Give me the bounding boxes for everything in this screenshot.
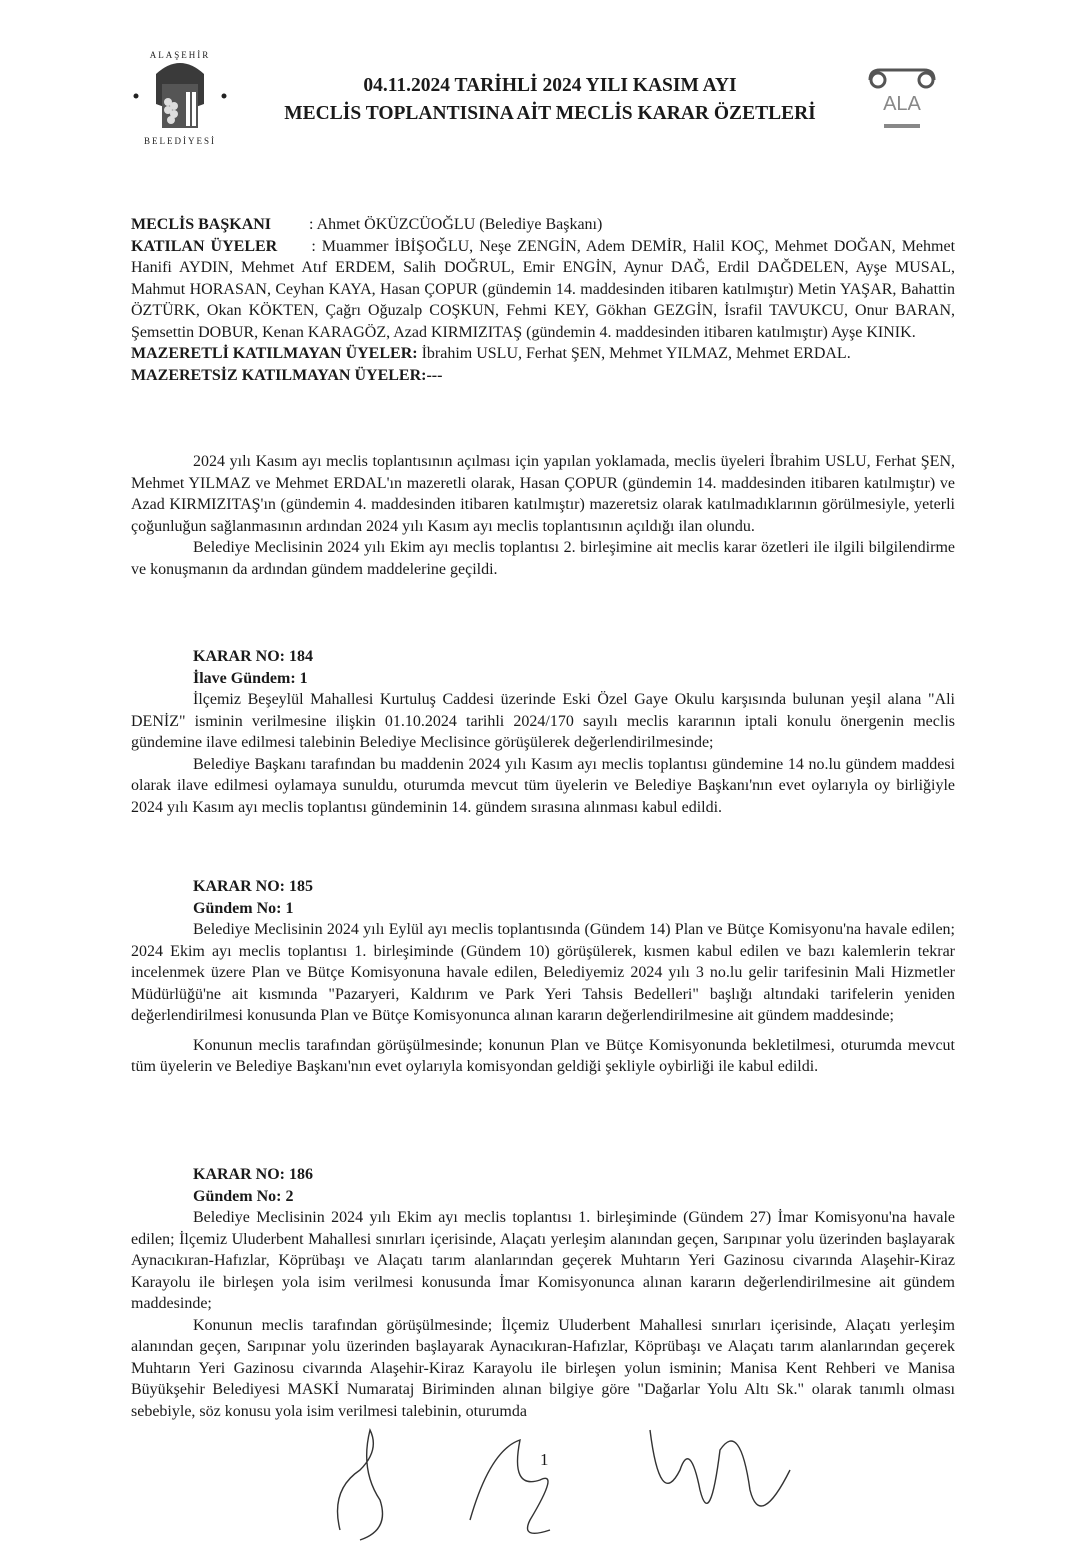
municipality-seal-logo	[128, 44, 232, 148]
decision-184	[131, 646, 955, 818]
page-number: 1	[540, 1450, 549, 1469]
members-line	[131, 236, 955, 344]
svg-text:ALAŞEHİR: ALAŞEHİR	[149, 50, 211, 60]
president-value: : Ahmet ÖKÜZCÜOĞLU (Belediye Başkanı)	[309, 216, 603, 233]
intro-section	[131, 451, 955, 580]
intro-paragraph-2: Belediye Meclisinin 2024 yılı Ekim ayı meclis toplantısı 2. birleşimine ait meclis karar özetleri ile ilgili bilgilendirme ve konuşmanın da ardından gündem maddelerine geçildi.	[131, 539, 955, 578]
attendance-section	[131, 214, 955, 386]
title-line-2: MECLİS TOPLANTISINA AİT MECLİS KARAR ÖZETLERİ	[284, 103, 816, 124]
president-line	[131, 214, 955, 236]
decision-number: KARAR NO: 184	[193, 648, 313, 665]
members-label: KATILAN ÜYELER	[131, 237, 278, 255]
agenda-number: Gündem No: 1	[193, 899, 294, 917]
decision-186	[131, 1164, 955, 1422]
agenda-number: Gündem No: 2	[193, 1187, 294, 1205]
title-line-1: 04.11.2024 TARİHLİ 2024 YILI KASIM AYI	[363, 75, 737, 96]
excused-value: İbrahim USLU, Ferhat ŞEN, Mehmet YILMAZ, Mehmet ERDAL.	[421, 345, 851, 362]
svg-text:BELEDİYESİ: BELEDİYESİ	[144, 136, 216, 146]
intro-paragraph-1: 2024 yılı Kasım ayı meclis toplantısının açılması için yapılan yoklamada, meclis üyeleri İbrahim USLU, Ferhat ŞEN, Mehmet YILMAZ ve Mehmet ERDAL'ın mazeretli olarak, Hasan ÇOPUR (gündemin 14. maddesinden itibaren katılmıştır) ve Azad KIRMIZITAŞ'ın (gündemin 4. maddesinden itibaren katılmıştır) mazeretsiz olarak katılmadıklarının görülmesiyle, yeterli çoğunluğun sağlanmasının ardından 2024 yılı Kasım ayı meclis toplantısının açıldığı ilan olundu.	[131, 453, 955, 535]
decision-paragraph: Belediye Meclisinin 2024 yılı Ekim ayı meclis toplantısı 1. birleşiminde (Gündem 27) İmar Komisyonu'na havale edilen; İlçemiz Uluderbent Mahallesi sınırları içerisinde, Alaçatı yerleşim alanından geçen, Sarıpınar yolu üzerinden başlayarak Aynacıkıran-Hafızlar, Köprübaşı ve Alaçatı tarım alanlarından geçerek Muhtarın Yeri Gazinosu civarında Alaşehir-Kiraz Karayolu ile birleşen yola isim verilmesi konusunda İmar Komisyonunca alınan kararın değerlendirilmesine ait gündem maddesinde;	[131, 1209, 955, 1312]
members-value: : Muammer İBİŞOĞLU, Neşe ZENGİN, Adem DEMİR, Halil KOÇ, Mehmet DOĞAN, Mehmet Hanifi AYDIN, Mehmet Atıf ERDEM, Salih DOĞRUL, Emir ENGİN, Aynur DAĞ, Erdil DAĞDELEN, Ayşe MUSAL, Mahmut HORASAN, Ceyhan KAYA, Hasan ÇOPUR (gündemin 14. maddesinden itibaren katılmıştır) Metin YAŞAR, Bahattin ÖZTÜRK, Okan KÖKTEN, Çağrı Oğuzalp COŞKUN, Fehmi KEY, Gökhan GEZGİN, İsrafil TAVUKCU, Onur BARAN, Şemsettin DOBUR, Kenan KARAGÖZ, Azad KIRMIZITAŞ (gündemin 4. maddesinden itibaren katılmıştır) Ayşe KINIK.	[131, 237, 956, 341]
decision-number: KARAR NO: 185	[193, 878, 313, 895]
agenda-number: İlave Gündem: 1	[193, 669, 308, 687]
ala-logo	[866, 66, 938, 132]
decision-paragraph: Konunun meclis tarafından görüşülmesinde; İlçemiz Uluderbent Mahallesi sınırları içerisinde, Alaçatı yerleşim alanından geçen, Sarıpınar yolu üzerinden başlayarak Aynacıkıran-Hafızlar, Köprübaşı ve Alaçatı tarım alanlarından geçerek Muhtarın Yeri Gazinosu civarında Alaşehir-Kiraz Karayolu ile birleşen yolun isminin; Manisa Kent Rehberi ve Manisa Büyükşehir Belediyesi MASKİ Numarataj Biriminden alınan bilgiye göre "Dağarlar Yolu Altı Sk." olarak tanımlı olması sebebiyle, söz konusu yola isim verilmesi talebinin, oturumda	[131, 1316, 955, 1420]
decision-paragraph: Belediye Başkanı tarafından bu maddenin 2024 yılı Kasım ayı meclis toplantısı gündemine 14 no.lu gündem maddesi olarak ilave edilmesi oylamaya sunuldu, oturumda mevcut tüm üyelerin ve Belediye Başkanı'nın evet oylarıyla oy birliğiyle 2024 yılı Kasım ayı meclis toplantısı gündeminin 14. gündem sırasına alınması kabul edildi.	[131, 755, 955, 816]
president-label: MECLİS BAŞKANI	[131, 216, 272, 233]
decision-185	[131, 876, 955, 1078]
unexcused-label: MAZERETSİZ KATILMAYAN ÜYELER:---	[131, 366, 443, 384]
decision-number: KARAR NO: 186	[193, 1166, 313, 1183]
document-title	[240, 72, 860, 128]
unexcused-line	[131, 365, 955, 387]
decision-paragraph: Konunun meclis tarafından görüşülmesinde; konunun Plan ve Bütçe Komisyonunda bekletilmesi, oturumda mevcut tüm üyelerin ve Belediye Başkanı'nın evet oylarıyla komisyondan geldiği şekliyle oybirliği ile kabul edildi.	[131, 1036, 955, 1075]
decision-paragraph: Belediye Meclisinin 2024 yılı Eylül ayı meclis toplantısında (Gündem 14) Plan ve Bütçe Komisyonu'na havale edilen; 2024 Ekim ayı meclis toplantısı 1. birleşiminde (Gündem 10) görüşülerek, kısmen kabul edilen ve bazı kalemlerin tekrar incelenmek üzere Plan ve Bütçe Komisyonuna havale edilen, Belediyemiz 2024 yılı 3 no.lu gelir tarifesinin Mali Hizmetler Müdürlüğü'ne ait kısmında "Pazaryeri, Kaldırım ve Park Yeri Tahsis Bedelleri" başlığı altındaki tarifelerin yeniden değerlendirilmesi konusunda Plan ve Bütçe Komisyonunca alınan kararın değerlendirilmesine ait gündem maddesinde;	[131, 921, 955, 1024]
excused-label: MAZERETLİ KATILMAYAN ÜYELER:	[131, 345, 418, 362]
svg-text:ALA: ALA	[883, 93, 921, 115]
decision-paragraph: İlçemiz Beşeylül Mahallesi Kurtuluş Caddesi üzerinde Eski Özel Gaye Okulu karşısında bulunan yeşil alana "Ali DENİZ" isminin verilmesine ilişkin 01.10.2024 tarihli 2024/170 sayılı meclis kararının iptali konulu önergenin meclis gündemine ilave edilmesi talebinin Belediye Meclisince görüşülerek değerlendirilmesinde;	[131, 691, 955, 751]
excused-line	[131, 343, 955, 365]
handwritten-signatures	[320, 1410, 840, 1550]
